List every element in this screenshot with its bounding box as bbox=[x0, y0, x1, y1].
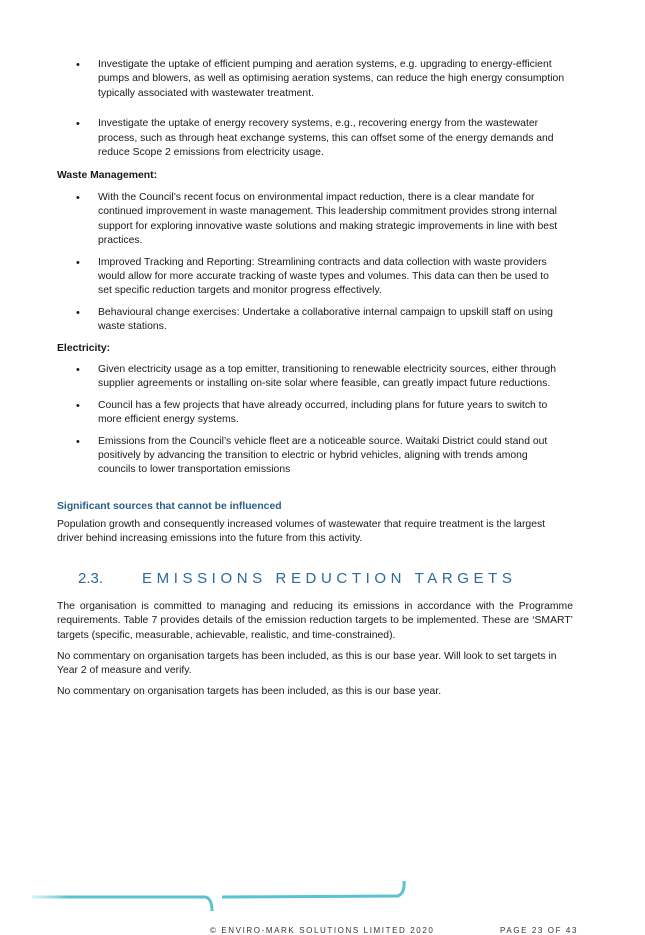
bullet-item: • Investigate the uptake of efficient pumping and aeration systems, e.g. upgrading to energy-efficient pumps and blowers, as well as optimising aeration systems, can reduce the high energy consumption typically associated with wastewater treatment. bbox=[0, 58, 645, 101]
targets-paragraph: The organisation is committed to managing and reducing its emissions in accordance with the Programme requirements. Table 7 provides details of the emission reduction targets to be implemented. These are ‘SMART’ targets (specific, measurable, achievable, realistic, and time-constrained). bbox=[57, 601, 573, 641]
significant-sources-heading: Significant sources that cannot be influenced bbox=[57, 501, 282, 512]
electricity-heading: Electricity: bbox=[57, 343, 111, 354]
bullet-item: • Given electricity usage as a top emitter, transitioning to renewable electricity sources, either through supplier agreements or installing on-site solar where feasible, can greatly impact future reductions. bbox=[0, 363, 645, 392]
waste-heading: Waste Management: bbox=[57, 170, 158, 181]
footer-copyright: © ENVIRO-MARK SOLUTIONS LIMITED 2020 bbox=[210, 926, 435, 935]
bullet-item: • Behavioural change exercises: Undertake a collaborative internal campaign to upskill staff on using waste stations. bbox=[0, 306, 645, 335]
bullet-item: • With the Council’s recent focus on environmental impact reduction, there is a clear mandate for continued improvement in waste management. This leadership commitment provides strong internal support for exploring innovative waste solutions and making strategic improvements in line with best practices. bbox=[0, 191, 645, 249]
bullet-item: • Council has a few projects that have already occurred, including plans for future years to switch to more efficient energy systems. bbox=[0, 399, 645, 428]
footer-page-number: PAGE 23 OF 43 bbox=[500, 926, 579, 935]
top-bullet-list bbox=[0, 58, 645, 160]
waste-bullet-list bbox=[0, 191, 645, 335]
bullet-item: • Emissions from the Council’s vehicle fleet are a noticeable source. Waitaki District could stand out positively by advancing the transition to electric or hybrid vehicles, aligning with trends among councils to lower transportation emissions bbox=[0, 435, 645, 478]
section-heading bbox=[78, 570, 517, 587]
bullet-item: • Investigate the uptake of energy recovery systems, e.g., recovering energy from the wastewater process, such as through heat exchange systems, this can offset some of the energy demands and reduce Scope 2 emissions from electricity usage. bbox=[0, 117, 645, 160]
section-title: EMISSIONS REDUCTION TARGETS bbox=[142, 570, 517, 587]
bullet-item: • Improved Tracking and Reporting: Streamlining contracts and data collection with waste providers would allow for more accurate tracking of waste types and volumes. This data can then be used to set specific reduction targets and monitor progress effectively. bbox=[0, 256, 645, 299]
commentary-paragraph: No commentary on organisation targets has been included, as this is our base year. Will look to set targets in Year 2 of measure and verify. bbox=[57, 651, 557, 677]
significant-sources-text: Population growth and consequently increased volumes of wastewater that require treatment is the largest driver behind increasing emissions into the future from this activity. bbox=[57, 519, 546, 545]
electricity-bullet-list bbox=[0, 363, 645, 478]
commentary-paragraph: No commentary on organisation targets has been included, as this is our base year. bbox=[57, 686, 442, 697]
footer-wave-decoration bbox=[0, 876, 645, 926]
section-number: 2.3. bbox=[78, 570, 104, 587]
